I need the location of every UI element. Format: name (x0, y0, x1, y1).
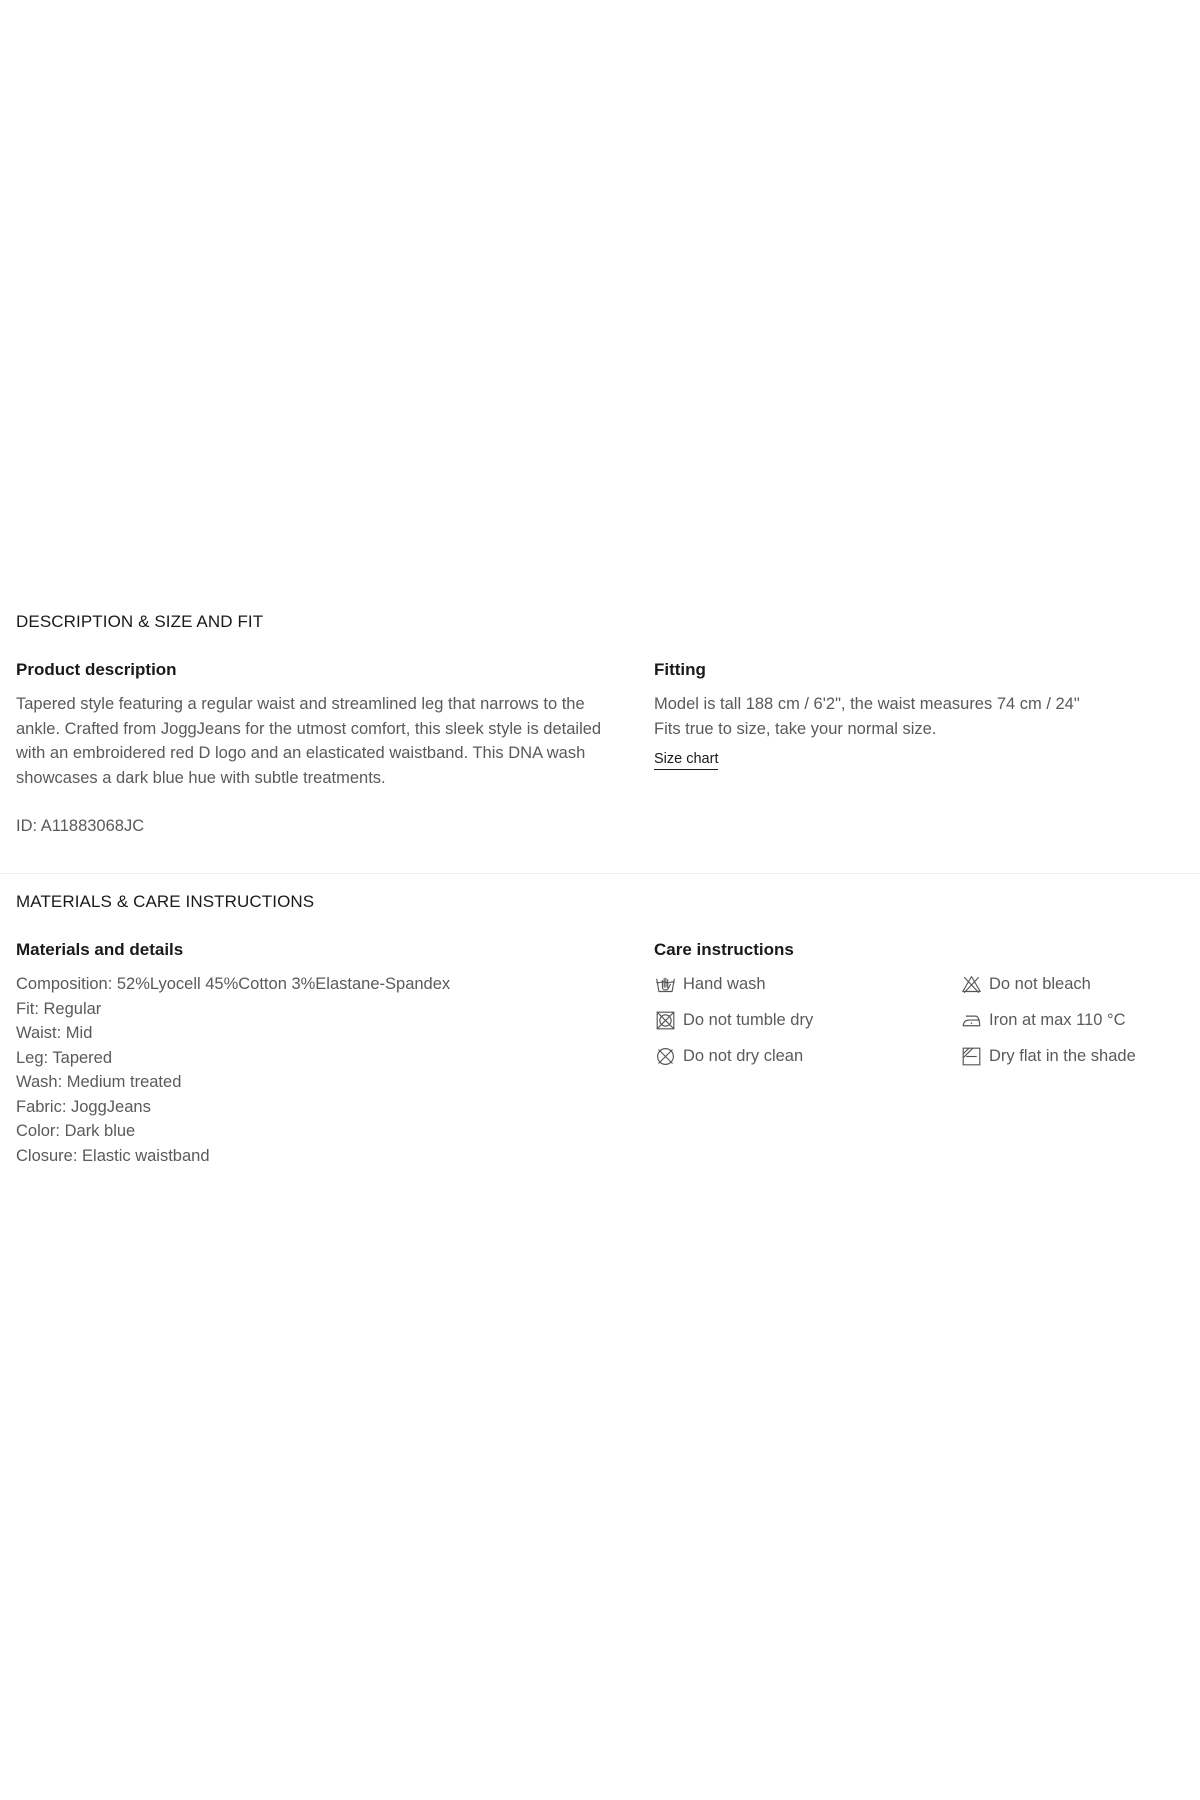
product-description-heading: Product description (16, 660, 177, 679)
no-tumble-dry-icon (654, 1009, 676, 1031)
material-detail-item: Closure: Elastic waistband (16, 1146, 210, 1165)
dry-flat-shade-icon (960, 1045, 982, 1067)
care-item-hand-wash (654, 972, 960, 996)
care-item-no-bleach (960, 972, 1194, 996)
care-label: Do not tumble dry (683, 1011, 814, 1029)
materials-list (16, 972, 616, 1168)
care-item-no-dry-clean (654, 1044, 960, 1068)
care-item-dry-flat-shade (960, 1044, 1194, 1068)
product-id: ID: A11883068JC (16, 817, 145, 835)
care-label: Do not dry clean (683, 1047, 804, 1065)
description-section-title: DESCRIPTION & SIZE AND FIT (16, 612, 264, 631)
product-description-text: Tapered style featuring a regular waist and streamlined leg that narrows to the ankle. Crafted from JoggJeans for the utmost comfort, this sleek style is detailed with an embroidered red D logo and an elasticated waistband. This DNA wash showcases a dark blue hue with subtle treatments. (16, 695, 602, 787)
fitting-model-info: Model is tall 188 cm / 6'2", the waist measures 74 cm / 24" (654, 695, 1080, 713)
material-detail-item: Composition: 52%Lyocell 45%Cotton 3%Elastane-Spandex (16, 975, 451, 993)
materials-section-title: MATERIALS & CARE INSTRUCTIONS (16, 892, 315, 911)
material-detail-item: Wash: Medium treated (16, 1073, 182, 1091)
material-detail-item: Color: Dark blue (16, 1122, 136, 1140)
no-dry-clean-icon (654, 1045, 676, 1067)
materials-block (16, 938, 616, 1168)
iron-icon (960, 1009, 982, 1031)
materials-heading: Materials and details (16, 940, 184, 959)
material-detail-item: Fabric: JoggJeans (16, 1097, 151, 1116)
material-detail-item: Fit: Regular (16, 999, 102, 1018)
care-label: Dry flat in the shade (989, 1047, 1136, 1065)
size-chart-link[interactable]: Size chart (654, 749, 718, 770)
care-label: Do not bleach (989, 975, 1091, 993)
fitting-size-advice: Fits true to size, take your normal size. (654, 719, 937, 738)
care-block (654, 938, 1194, 1068)
care-heading: Care instructions (654, 940, 794, 959)
product-description-block (16, 658, 616, 838)
section-divider (0, 873, 1200, 874)
care-item-no-tumble-dry (654, 1008, 960, 1032)
care-label: Iron at max 110 °C (989, 1011, 1126, 1029)
material-detail-item: Leg: Tapered (16, 1048, 113, 1067)
hand-wash-icon (654, 973, 676, 995)
care-item-iron (960, 1008, 1194, 1032)
material-detail-item: Waist: Mid (16, 1024, 93, 1042)
care-instructions-grid (654, 972, 1194, 1068)
no-bleach-icon (960, 973, 982, 995)
fitting-block (654, 658, 1194, 770)
fitting-heading: Fitting (654, 660, 706, 679)
care-label: Hand wash (683, 975, 766, 993)
